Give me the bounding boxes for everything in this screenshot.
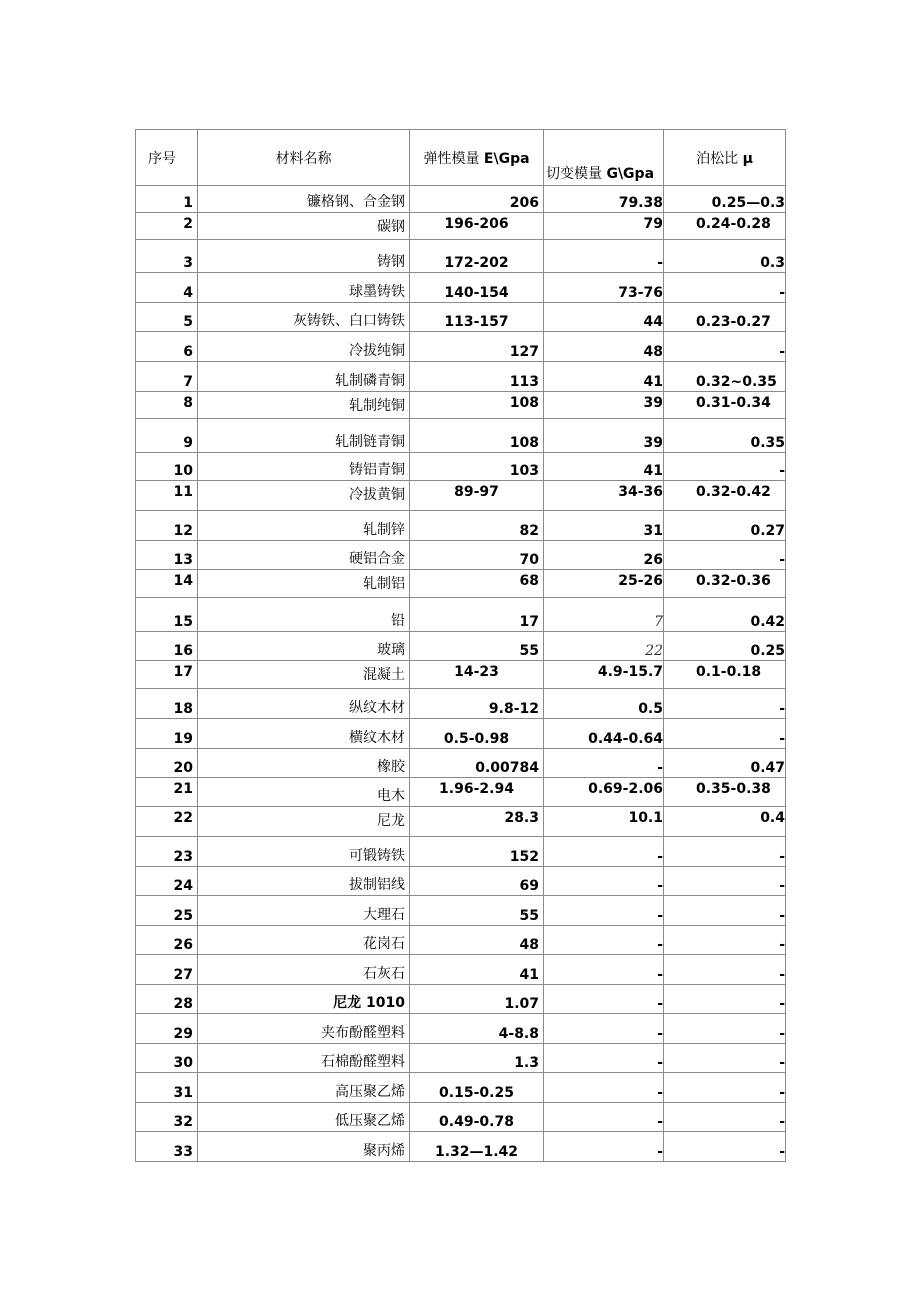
cell-serial-number: 18 bbox=[136, 689, 198, 719]
cell-serial-number: 24 bbox=[136, 867, 198, 896]
header-serial-number: 序号 bbox=[136, 130, 198, 186]
header-shear-modulus bbox=[544, 130, 664, 186]
cell-shear-modulus: 79 bbox=[544, 213, 664, 240]
cell-material-name: 高压聚乙烯 bbox=[198, 1073, 410, 1103]
cell-material-name-text: 尼龙 1010 bbox=[333, 995, 405, 1011]
cell-elastic-modulus: 41 bbox=[410, 955, 544, 985]
cell-serial-number: 6 bbox=[136, 332, 198, 362]
cell-material-name: 拔制铝线 bbox=[198, 867, 410, 896]
cell-shear-modulus: - bbox=[544, 955, 664, 985]
cell-material-name: 冷拔黄铜 bbox=[198, 481, 410, 511]
table-row bbox=[136, 240, 786, 273]
table-row bbox=[136, 778, 786, 807]
cell-elastic-modulus: 206 bbox=[410, 186, 544, 213]
cell-poisson-ratio: - bbox=[664, 1014, 786, 1044]
cell-serial-number: 1 bbox=[136, 186, 198, 213]
cell-poisson-ratio: - bbox=[664, 273, 786, 303]
cell-serial-number: 15 bbox=[136, 598, 198, 632]
cell-poisson-ratio: - bbox=[664, 719, 786, 749]
cell-shear-modulus: - bbox=[544, 1014, 664, 1044]
cell-serial-number: 22 bbox=[136, 807, 198, 837]
cell-serial-number: 19 bbox=[136, 719, 198, 749]
cell-shear-modulus: 79.38 bbox=[544, 186, 664, 213]
cell-elastic-modulus: 17 bbox=[410, 598, 544, 632]
cell-shear-modulus: - bbox=[544, 1132, 664, 1162]
cell-material-name: 可锻铸铁 bbox=[198, 837, 410, 867]
cell-shear-modulus: - bbox=[544, 985, 664, 1014]
cell-shear-modulus: 41 bbox=[544, 453, 664, 481]
cell-poisson-ratio: - bbox=[664, 453, 786, 481]
cell-elastic-modulus: 172-202 bbox=[410, 240, 544, 273]
cell-elastic-modulus: 127 bbox=[410, 332, 544, 362]
cell-poisson-ratio: 0.35 bbox=[664, 419, 786, 453]
cell-serial-number: 26 bbox=[136, 926, 198, 955]
cell-elastic-modulus: 68 bbox=[410, 570, 544, 598]
table-row bbox=[136, 896, 786, 926]
cell-elastic-modulus: 1.3 bbox=[410, 1044, 544, 1073]
cell-material-name: 轧制锌 bbox=[198, 511, 410, 541]
header-poisson-ratio-label: 泊松比 bbox=[696, 150, 743, 167]
cell-material-name: 花岗石 bbox=[198, 926, 410, 955]
cell-elastic-modulus: 108 bbox=[410, 419, 544, 453]
cell-poisson-ratio: - bbox=[664, 867, 786, 896]
cell-serial-number: 8 bbox=[136, 392, 198, 419]
cell-shear-modulus: 44 bbox=[544, 303, 664, 332]
cell-serial-number: 27 bbox=[136, 955, 198, 985]
cell-poisson-ratio: - bbox=[664, 1044, 786, 1073]
cell-serial-number: 23 bbox=[136, 837, 198, 867]
cell-serial-number: 14 bbox=[136, 570, 198, 598]
cell-material-name: 石灰石 bbox=[198, 955, 410, 985]
material-properties-table bbox=[135, 129, 786, 1162]
cell-elastic-modulus: 1.07 bbox=[410, 985, 544, 1014]
cell-material-name: 低压聚乙烯 bbox=[198, 1103, 410, 1132]
cell-serial-number: 29 bbox=[136, 1014, 198, 1044]
cell-shear-modulus: 73-76 bbox=[544, 273, 664, 303]
cell-elastic-modulus: 0.15-0.25 bbox=[410, 1073, 544, 1103]
header-elastic-modulus-unit: E\Gpa bbox=[483, 150, 530, 167]
cell-elastic-modulus: 69 bbox=[410, 867, 544, 896]
cell-material-name: 石棉酚醛塑料 bbox=[198, 1044, 410, 1073]
cell-elastic-modulus: 89-97 bbox=[410, 481, 544, 511]
table-row bbox=[136, 392, 786, 419]
cell-shear-modulus: 39 bbox=[544, 419, 664, 453]
cell-poisson-ratio: - bbox=[664, 1103, 786, 1132]
table-row bbox=[136, 661, 786, 689]
cell-poisson-ratio: - bbox=[664, 689, 786, 719]
cell-material-name: 轧制铝 bbox=[198, 570, 410, 598]
cell-shear-modulus: - bbox=[544, 749, 664, 778]
header-shear-modulus-label: 切变模量 bbox=[546, 166, 607, 182]
cell-material-name: 球墨铸铁 bbox=[198, 273, 410, 303]
table-row bbox=[136, 481, 786, 511]
cell-poisson-ratio: 0.47 bbox=[664, 749, 786, 778]
table-row bbox=[136, 362, 786, 392]
cell-shear-modulus: 39 bbox=[544, 392, 664, 419]
cell-serial-number: 21 bbox=[136, 778, 198, 807]
table-row bbox=[136, 719, 786, 749]
cell-material-name: 铅 bbox=[198, 598, 410, 632]
cell-poisson-ratio: 0.35-0.38 bbox=[664, 778, 786, 807]
cell-elastic-modulus: 48 bbox=[410, 926, 544, 955]
table-row bbox=[136, 926, 786, 955]
cell-shear-modulus: 4.9-15.7 bbox=[544, 661, 664, 689]
table-row bbox=[136, 541, 786, 570]
table-row bbox=[136, 689, 786, 719]
cell-elastic-modulus: 1.96-2.94 bbox=[410, 778, 544, 807]
cell-elastic-modulus: 103 bbox=[410, 453, 544, 481]
cell-material-name: 橡胶 bbox=[198, 749, 410, 778]
table-row bbox=[136, 1132, 786, 1162]
cell-shear-modulus: - bbox=[544, 240, 664, 273]
cell-serial-number: 32 bbox=[136, 1103, 198, 1132]
cell-elastic-modulus: 1.32—1.42 bbox=[410, 1132, 544, 1162]
cell-elastic-modulus: 113 bbox=[410, 362, 544, 392]
cell-poisson-ratio: 0.1-0.18 bbox=[664, 661, 786, 689]
table-row bbox=[136, 511, 786, 541]
table-row bbox=[136, 186, 786, 213]
cell-serial-number: 11 bbox=[136, 481, 198, 511]
table-row bbox=[136, 867, 786, 896]
cell-shear-modulus: 0.5 bbox=[544, 689, 664, 719]
cell-serial-number: 2 bbox=[136, 213, 198, 240]
cell-poisson-ratio: 0.32-0.36 bbox=[664, 570, 786, 598]
cell-poisson-ratio: 0.23-0.27 bbox=[664, 303, 786, 332]
cell-shear-modulus: 48 bbox=[544, 332, 664, 362]
header-material-name: 材料名称 bbox=[198, 130, 410, 186]
cell-elastic-modulus: 70 bbox=[410, 541, 544, 570]
cell-serial-number: 30 bbox=[136, 1044, 198, 1073]
table-row bbox=[136, 419, 786, 453]
cell-poisson-ratio: - bbox=[664, 896, 786, 926]
cell-poisson-ratio: 0.42 bbox=[664, 598, 786, 632]
cell-material-name: 横纹木材 bbox=[198, 719, 410, 749]
cell-material-name: 大理石 bbox=[198, 896, 410, 926]
table-row bbox=[136, 632, 786, 661]
cell-shear-modulus: - bbox=[544, 867, 664, 896]
cell-shear-modulus: - bbox=[544, 1073, 664, 1103]
cell-elastic-modulus: 0.49-0.78 bbox=[410, 1103, 544, 1132]
table-row bbox=[136, 985, 786, 1014]
cell-elastic-modulus: 9.8-12 bbox=[410, 689, 544, 719]
table-row bbox=[136, 749, 786, 778]
cell-poisson-ratio: - bbox=[664, 837, 786, 867]
cell-poisson-ratio: - bbox=[664, 332, 786, 362]
cell-shear-modulus: 7 bbox=[544, 598, 664, 632]
cell-poisson-ratio: 0.31-0.34 bbox=[664, 392, 786, 419]
cell-serial-number: 20 bbox=[136, 749, 198, 778]
cell-shear-modulus: 34-36 bbox=[544, 481, 664, 511]
table-row bbox=[136, 837, 786, 867]
cell-shear-modulus: 0.69-2.06 bbox=[544, 778, 664, 807]
cell-material-name: 玻璃 bbox=[198, 632, 410, 661]
cell-shear-modulus: 10.1 bbox=[544, 807, 664, 837]
table-row bbox=[136, 598, 786, 632]
table-row bbox=[136, 213, 786, 240]
cell-serial-number: 5 bbox=[136, 303, 198, 332]
cell-poisson-ratio: 0.32~0.35 bbox=[664, 362, 786, 392]
cell-shear-modulus: - bbox=[544, 837, 664, 867]
cell-shear-modulus: 25-26 bbox=[544, 570, 664, 598]
cell-serial-number: 7 bbox=[136, 362, 198, 392]
cell-elastic-modulus: 82 bbox=[410, 511, 544, 541]
table-row bbox=[136, 570, 786, 598]
cell-elastic-modulus: 0.00784 bbox=[410, 749, 544, 778]
cell-material-name: 冷拔纯铜 bbox=[198, 332, 410, 362]
header-poisson-ratio-symbol: μ bbox=[742, 150, 753, 167]
cell-elastic-modulus: 14-23 bbox=[410, 661, 544, 689]
cell-poisson-ratio: 0.25—0.3 bbox=[664, 186, 786, 213]
cell-elastic-modulus: 55 bbox=[410, 896, 544, 926]
table-row bbox=[136, 1103, 786, 1132]
cell-material-name: 夹布酚醛塑料 bbox=[198, 1014, 410, 1044]
cell-serial-number: 3 bbox=[136, 240, 198, 273]
table-row bbox=[136, 1073, 786, 1103]
cell-elastic-modulus: 152 bbox=[410, 837, 544, 867]
cell-material-name: 轧制链青铜 bbox=[198, 419, 410, 453]
table-header-row bbox=[136, 130, 786, 186]
cell-serial-number: 12 bbox=[136, 511, 198, 541]
cell-shear-modulus: - bbox=[544, 1103, 664, 1132]
cell-poisson-ratio: - bbox=[664, 955, 786, 985]
header-elastic-modulus bbox=[410, 130, 544, 186]
cell-poisson-ratio: 0.25 bbox=[664, 632, 786, 661]
cell-serial-number: 13 bbox=[136, 541, 198, 570]
cell-poisson-ratio: - bbox=[664, 541, 786, 570]
table-row bbox=[136, 332, 786, 362]
cell-shear-modulus: 31 bbox=[544, 511, 664, 541]
cell-material-name: 灰铸铁、白口铸铁 bbox=[198, 303, 410, 332]
cell-material-name: 轧制磷青铜 bbox=[198, 362, 410, 392]
cell-material-name: 镰格钢、合金钢 bbox=[198, 186, 410, 213]
cell-serial-number: 25 bbox=[136, 896, 198, 926]
cell-material-name: 混凝土 bbox=[198, 661, 410, 689]
cell-elastic-modulus: 0.5-0.98 bbox=[410, 719, 544, 749]
cell-elastic-modulus: 140-154 bbox=[410, 273, 544, 303]
cell-elastic-modulus: 4-8.8 bbox=[410, 1014, 544, 1044]
cell-poisson-ratio: 0.32-0.42 bbox=[664, 481, 786, 511]
cell-shear-modulus: - bbox=[544, 1044, 664, 1073]
cell-material-name: 碳钢 bbox=[198, 213, 410, 240]
cell-serial-number: 16 bbox=[136, 632, 198, 661]
cell-material-name: 聚丙烯 bbox=[198, 1132, 410, 1162]
table-row bbox=[136, 1044, 786, 1073]
cell-poisson-ratio: - bbox=[664, 926, 786, 955]
cell-poisson-ratio: - bbox=[664, 1073, 786, 1103]
cell-elastic-modulus: 108 bbox=[410, 392, 544, 419]
cell-shear-modulus: - bbox=[544, 926, 664, 955]
cell-elastic-modulus: 196-206 bbox=[410, 213, 544, 240]
cell-elastic-modulus: 28.3 bbox=[410, 807, 544, 837]
header-elastic-modulus-label: 弹性模量 bbox=[423, 150, 484, 167]
cell-elastic-modulus: 55 bbox=[410, 632, 544, 661]
cell-material-name: 尼龙 bbox=[198, 807, 410, 837]
cell-serial-number: 28 bbox=[136, 985, 198, 1014]
cell-shear-modulus: 0.44-0.64 bbox=[544, 719, 664, 749]
cell-shear-modulus: 22 bbox=[544, 632, 664, 661]
cell-serial-number: 4 bbox=[136, 273, 198, 303]
cell-material-name: 轧制纯铜 bbox=[198, 392, 410, 419]
cell-serial-number: 17 bbox=[136, 661, 198, 689]
cell-poisson-ratio: 0.3 bbox=[664, 240, 786, 273]
table-row bbox=[136, 1014, 786, 1044]
cell-shear-modulus: 41 bbox=[544, 362, 664, 392]
cell-material-name: 铸铝青铜 bbox=[198, 453, 410, 481]
cell-poisson-ratio: 0.27 bbox=[664, 511, 786, 541]
cell-serial-number: 33 bbox=[136, 1132, 198, 1162]
table-row bbox=[136, 453, 786, 481]
cell-serial-number: 9 bbox=[136, 419, 198, 453]
table-row bbox=[136, 955, 786, 985]
cell-poisson-ratio: 0.4 bbox=[664, 807, 786, 837]
cell-material-name bbox=[198, 985, 410, 1014]
cell-material-name: 铸钢 bbox=[198, 240, 410, 273]
cell-shear-modulus: 26 bbox=[544, 541, 664, 570]
cell-poisson-ratio: - bbox=[664, 985, 786, 1014]
cell-poisson-ratio: - bbox=[664, 1132, 786, 1162]
header-shear-modulus-unit: G\Gpa bbox=[606, 166, 655, 182]
cell-serial-number: 31 bbox=[136, 1073, 198, 1103]
cell-poisson-ratio: 0.24-0.28 bbox=[664, 213, 786, 240]
table-row bbox=[136, 273, 786, 303]
cell-serial-number: 10 bbox=[136, 453, 198, 481]
cell-material-name: 硬铝合金 bbox=[198, 541, 410, 570]
cell-material-name: 电木 bbox=[198, 778, 410, 807]
table-row bbox=[136, 303, 786, 332]
cell-material-name: 纵纹木材 bbox=[198, 689, 410, 719]
header-poisson-ratio bbox=[664, 130, 786, 186]
table-row bbox=[136, 807, 786, 837]
cell-elastic-modulus: 113-157 bbox=[410, 303, 544, 332]
cell-shear-modulus: - bbox=[544, 896, 664, 926]
